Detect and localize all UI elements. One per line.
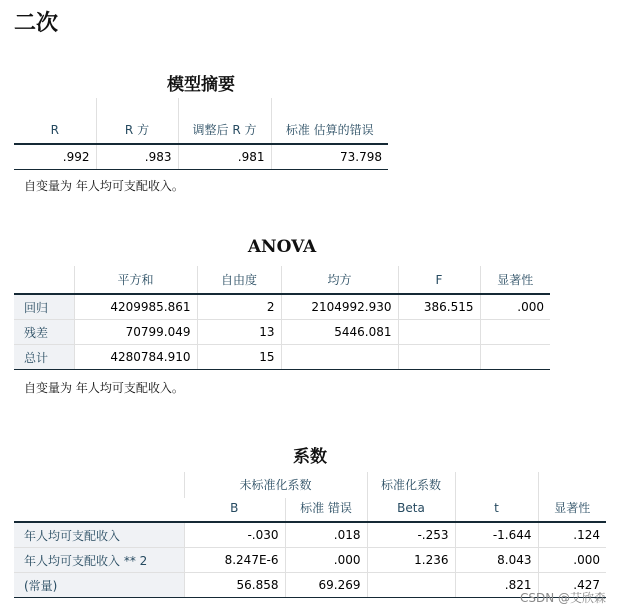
anova-table (14, 266, 550, 370)
cell: -1.644 (455, 522, 538, 548)
table-row (14, 548, 606, 573)
col-sig: 显著性 (538, 472, 606, 522)
cell (480, 320, 550, 345)
col-group-unstandardized: 未标准化系数 (184, 472, 367, 498)
watermark: CSDN @艾欣森 (520, 591, 607, 605)
col-mean-square: 均方 (281, 266, 398, 294)
cell (398, 345, 480, 370)
cell: 4209985.861 (74, 294, 197, 320)
coefficients-title: 系数 (293, 447, 327, 467)
cell: 2104992.930 (281, 294, 398, 320)
cell: 69.269 (285, 573, 367, 598)
anova-title: ANOVA (247, 237, 317, 257)
cell: .000 (285, 548, 367, 573)
col-beta: Beta (367, 498, 455, 522)
col-sig: 显著性 (480, 266, 550, 294)
row-label: 总计 (14, 345, 74, 370)
table-row (14, 320, 550, 345)
cell: .000 (538, 548, 606, 573)
col-r: R (14, 98, 96, 144)
cell: -.030 (184, 522, 285, 548)
cell: 15 (197, 345, 281, 370)
cell (480, 345, 550, 370)
col-t: t (455, 472, 538, 522)
cell: 4280784.910 (74, 345, 197, 370)
row-label: 年人均可支配收入 ** 2 (14, 548, 184, 573)
cell: .992 (14, 144, 96, 170)
corner-cell (14, 266, 74, 294)
cell (281, 345, 398, 370)
row-label: 回归 (14, 294, 74, 320)
cell (367, 573, 455, 598)
col-std-error: 标准 错误 (285, 498, 367, 522)
coefficients-table (14, 472, 606, 598)
col-f: F (398, 266, 480, 294)
table-row (14, 294, 550, 320)
cell: .427 (538, 573, 606, 598)
col-df: 自由度 (197, 266, 281, 294)
cell: -.253 (367, 522, 455, 548)
col-std-error: 标准 估算的错误 (271, 98, 388, 144)
cell: .000 (480, 294, 550, 320)
col-group-standardized: 标准化系数 (367, 472, 455, 498)
table-row (14, 345, 550, 370)
model-summary-title: 模型摘要 (167, 75, 235, 95)
cell: 386.515 (398, 294, 480, 320)
anova-note: 自变量为 年人均可支配收入。 (24, 381, 184, 395)
cell: 8.247E-6 (184, 548, 285, 573)
cell (398, 320, 480, 345)
cell: .983 (96, 144, 178, 170)
cell: 2 (197, 294, 281, 320)
model-summary-note: 自变量为 年人均可支配收入。 (24, 179, 184, 193)
cell: 5446.081 (281, 320, 398, 345)
cell: 8.043 (455, 548, 538, 573)
col-r-square: R 方 (96, 98, 178, 144)
cell: .124 (538, 522, 606, 548)
cell: 1.236 (367, 548, 455, 573)
page-heading: 二次 (14, 10, 59, 36)
col-sum-of-squares: 平方和 (74, 266, 197, 294)
table-row (14, 522, 606, 548)
col-adj-r-square: 调整后 R 方 (178, 98, 271, 144)
cell: .821 (455, 573, 538, 598)
cell: 13 (197, 320, 281, 345)
col-b: B (184, 498, 285, 522)
table-row (14, 573, 606, 598)
cell: 70799.049 (74, 320, 197, 345)
cell: .981 (178, 144, 271, 170)
row-label: 残差 (14, 320, 74, 345)
cell: 56.858 (184, 573, 285, 598)
corner-cell (14, 472, 184, 522)
cell: .018 (285, 522, 367, 548)
model-summary-table (14, 98, 388, 170)
row-label: (常量) (14, 573, 184, 598)
cell: 73.798 (271, 144, 388, 170)
row-label: 年人均可支配收入 (14, 522, 184, 548)
table-row (14, 144, 388, 170)
